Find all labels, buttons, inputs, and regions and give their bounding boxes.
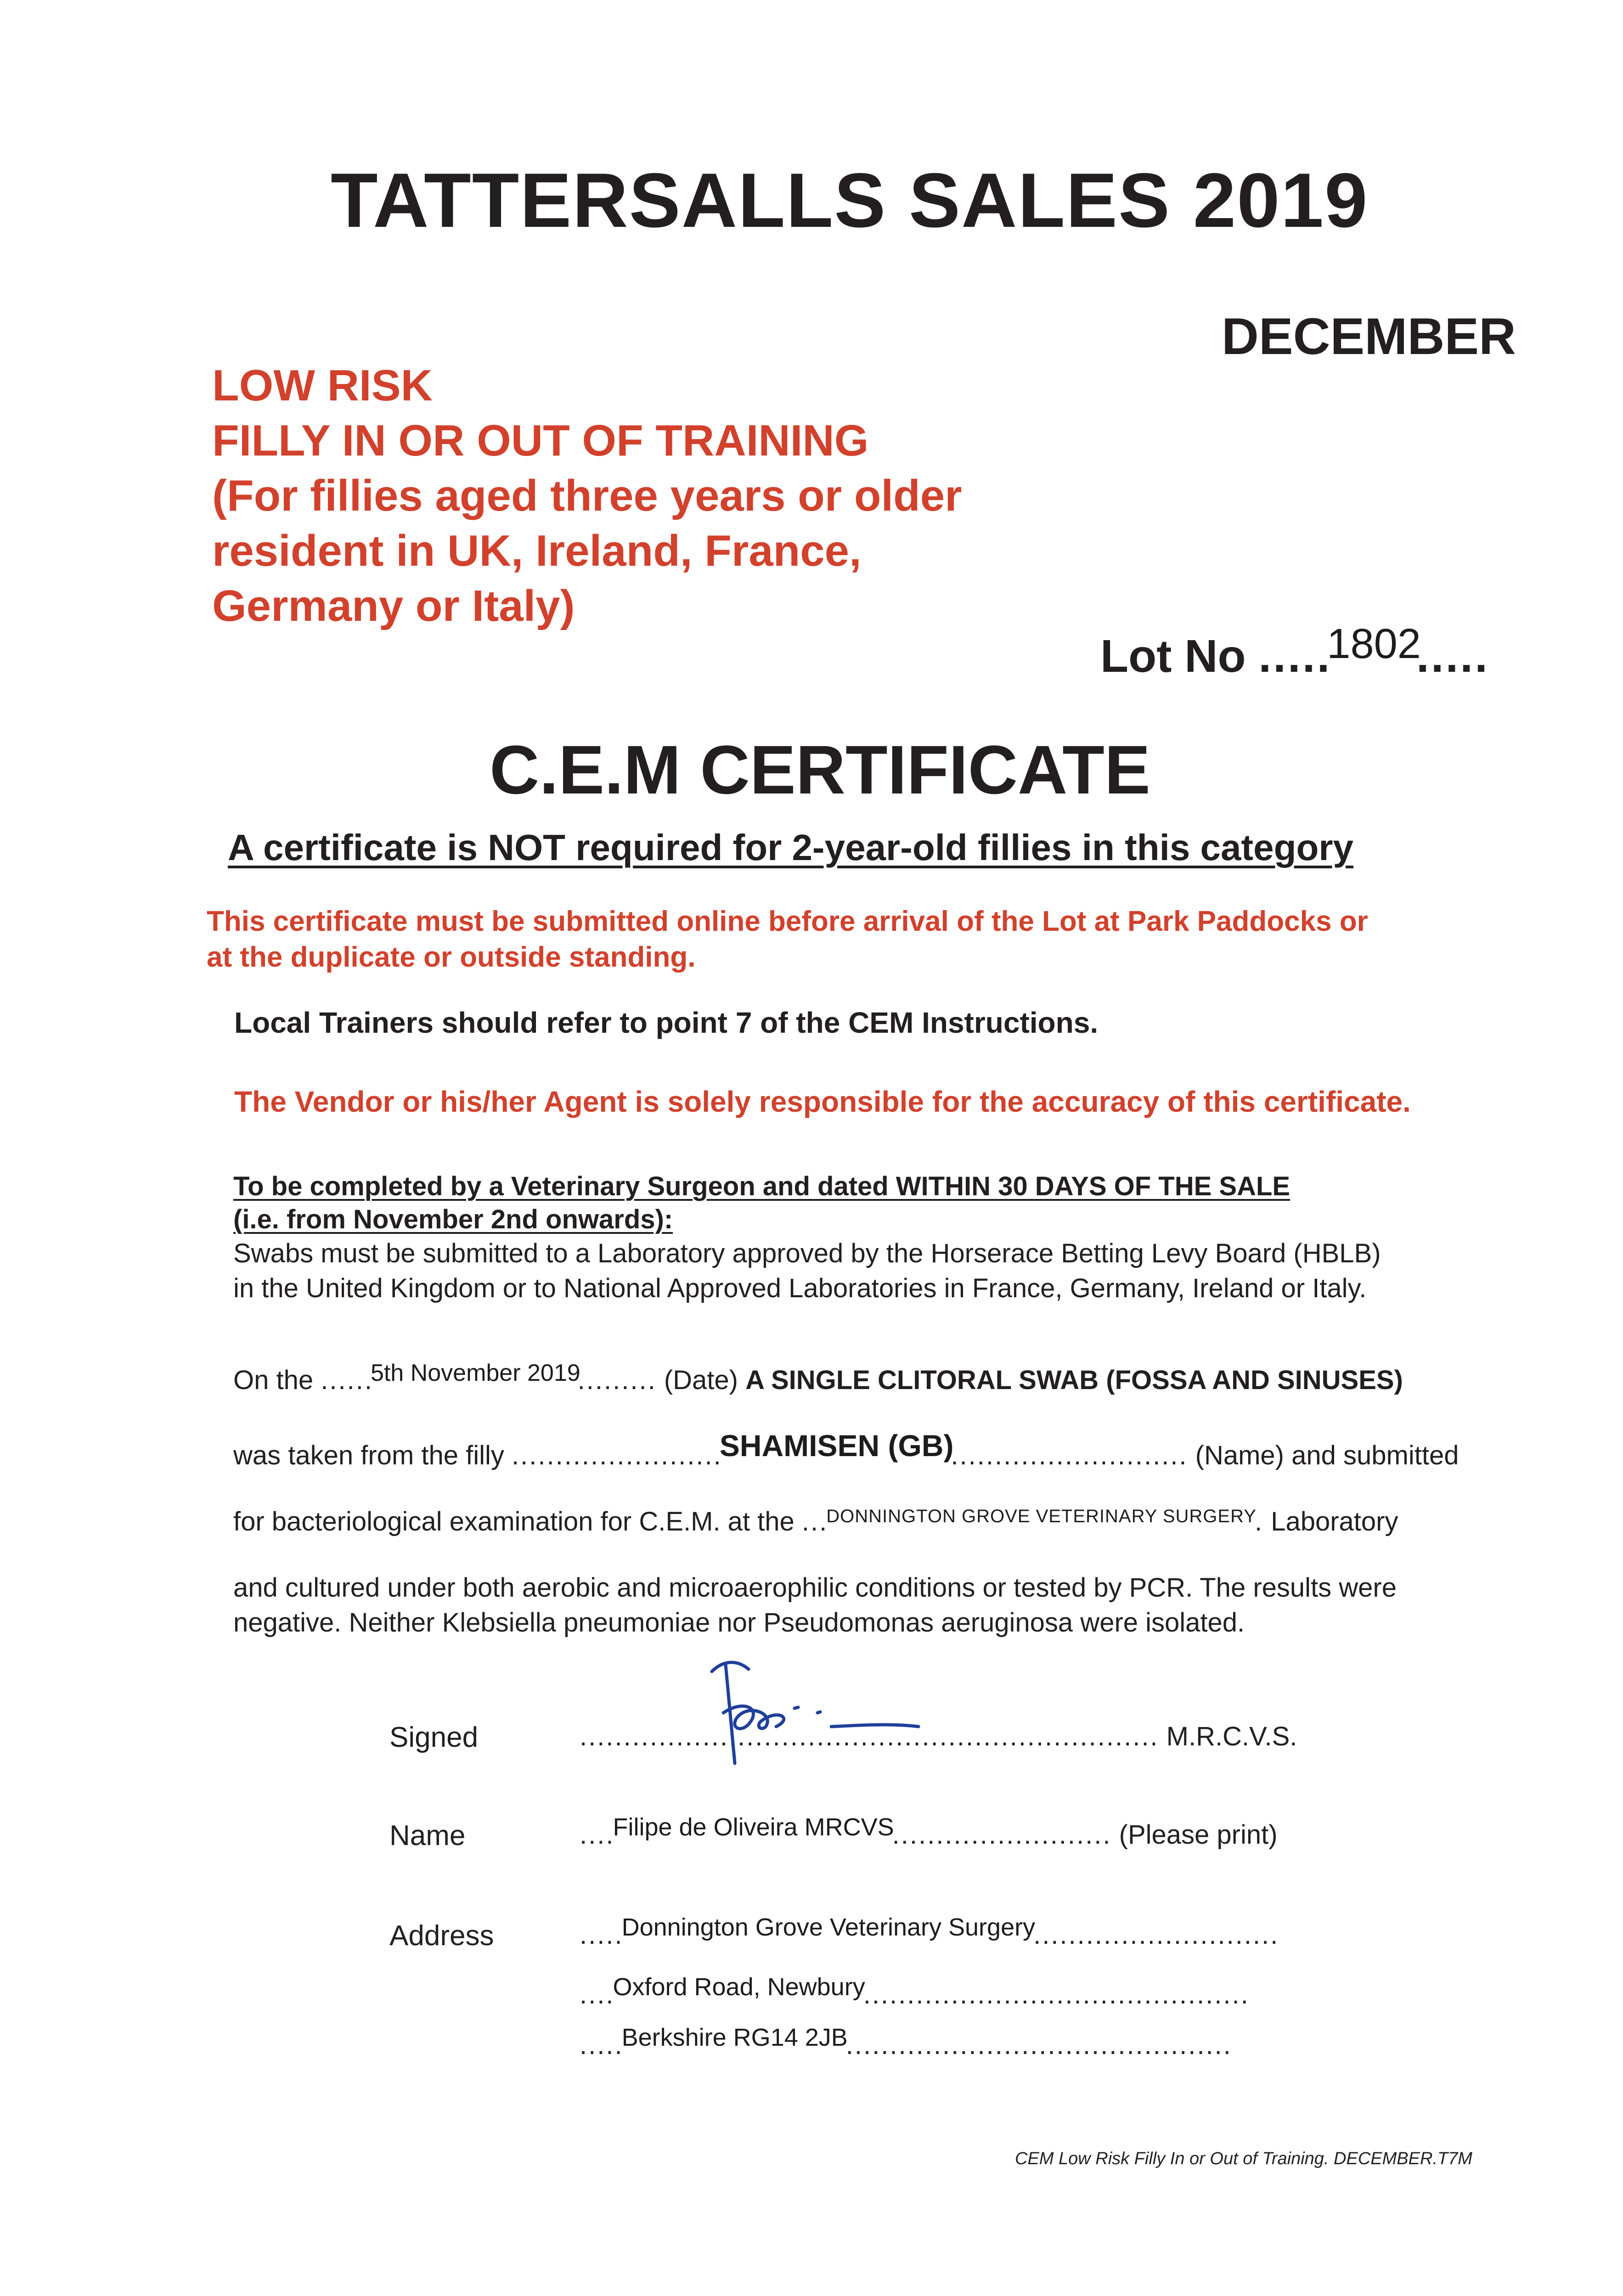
address-line [580,1913,1279,1950]
lot-dots-after: ..... [1416,630,1489,682]
vet-heading-line: (i.e. from November 2nd onwards): [233,1204,673,1234]
submission-note-line: at the duplicate or outside standing. [207,941,696,973]
result-line: and cultured under both aerobic and microaerophilic conditions or tested by PCR. The results were [233,1573,1397,1603]
address-line [580,1973,1250,2010]
filly-line [233,1429,1459,1471]
vet-body-line: Swabs must be submitted to a Laboratory approved by the Horserace Betting Levy Board (HBLB) [233,1238,1381,1268]
address-dots-after: ............................ [1033,1920,1279,1950]
not-required-notice: A certificate is NOT required for 2-year-old fillies in this category [228,827,1354,868]
lot-number-value: 1802 [1327,620,1421,667]
date-line [233,1360,1403,1396]
address-dots-after: ............................................ [845,2030,1232,2060]
handwritten-signature [680,1644,937,1782]
footer-reference: CEM Low Risk Filly In or Out of Training. DECEMBER.T7M [1015,2149,1472,2168]
address-value: Oxford Road, Newbury [613,1973,865,2001]
filly-dots-before: ........................ [512,1441,722,1470]
signed-label: Signed [389,1722,479,1753]
result-statement [233,1570,1397,1640]
category-line: FILLY IN OR OUT OF TRAINING [212,416,869,465]
mrcvs-label: M.R.C.V.S. [1166,1722,1297,1751]
vendor-responsibility-note: The Vendor or his/her Agent is solely responsible for the accuracy of this certificate. [234,1085,1411,1118]
vet-heading-line: To be completed by a Veterinary Surgeon and dated WITHIN 30 DAYS OF THE SALE [233,1171,1291,1201]
address-label: Address [389,1920,494,1952]
address-dots-before: .... [580,1980,615,2009]
result-line: negative. Neither Klebsiella pneumoniae nor Pseudomonas aeruginosa were isolated. [233,1608,1245,1638]
date-dots-before: ...... [321,1365,373,1395]
submission-note-line: This certificate must be submitted online before arrival of the Lot at Park Paddocks or [207,906,1368,937]
document-title: TATTERSALLS SALES 2019 [331,157,1369,243]
laboratory-label: Laboratory [1271,1507,1398,1536]
date-dots-after: ......... [577,1365,657,1395]
name-dots-before: .... [580,1820,615,1850]
signed-dots: .................................................................. [580,1722,1159,1751]
swab-description: A SINGLE CLITORAL SWAB (FOSSA AND SINUSES) [745,1365,1403,1395]
lab-dots-after: . [1254,1507,1264,1536]
signature-stroke [712,1662,919,1763]
vet-section-heading [233,1170,1290,1236]
local-trainers-note: Local Trainers should refer to point 7 of the CEM Instructions. [234,1006,1099,1039]
lot-number-field [1100,620,1489,683]
category-line: resident in UK, Ireland, France, [212,526,862,575]
certificate-title: C.E.M CERTIFICATE [490,731,1150,808]
please-print-label: (Please print) [1119,1820,1278,1850]
vet-body-line: in the United Kingdom or to National Approved Laboratories in France, Germany, Ireland or Italy. [233,1273,1367,1303]
address-dots-before: ..... [580,1920,624,1950]
address-line [580,2024,1232,2060]
lab-dots-before: ... [801,1507,828,1536]
vet-name-value: Filipe de Oliveira MRCVS [613,1813,894,1841]
date-label: (Date) [664,1365,738,1395]
name-submitted-label: (Name) and submitted [1195,1441,1459,1470]
submission-note [207,904,1368,975]
date-field-value: 5th November 2019 [370,1360,580,1386]
filly-name-value: SHAMISEN (GB) [719,1429,954,1463]
category-line: LOW RISK [212,361,433,410]
on-the-label: On the [233,1365,314,1395]
address-dots-before: ..... [580,2030,624,2060]
name-dots-after: ......................... [892,1820,1112,1850]
address-dots-after: ............................................ [863,1980,1250,2009]
lot-dots-before: ..... [1258,630,1332,682]
lot-label: Lot No [1100,630,1246,682]
address-value: Berkshire RG14 2JB [621,2024,848,2051]
exam-label: for bacteriological examination for C.E.M. at the [233,1507,795,1536]
address-value: Donnington Grove Veterinary Surgery [621,1913,1036,1941]
category-block [212,358,962,634]
taken-from-label: was taken from the filly [233,1441,504,1470]
sale-month: DECEMBER [1222,308,1516,365]
category-line: Germany or Italy) [212,581,575,630]
name-row [580,1813,1278,1850]
laboratory-line [233,1506,1398,1537]
name-label: Name [389,1820,466,1851]
category-line: (For fillies aged three years or older [212,471,962,520]
filly-dots-after: ........................... [951,1441,1188,1470]
vet-section-body [233,1236,1381,1306]
laboratory-value: DONNINGTON GROVE VETERINARY SURGERY [826,1506,1257,1526]
